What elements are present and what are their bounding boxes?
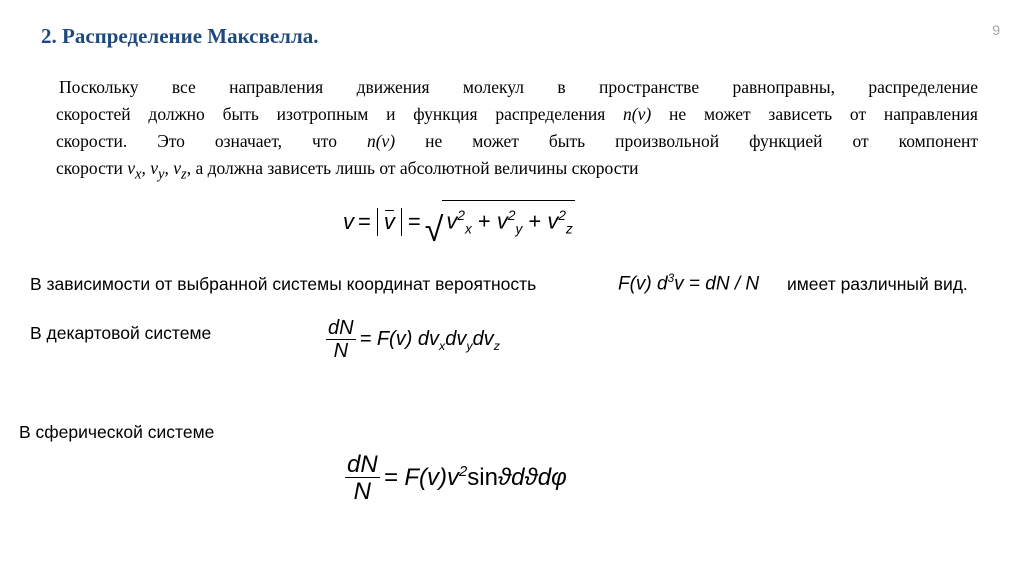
- slide-title: 2. Распределение Максвелла.: [41, 24, 319, 48]
- function-n-v: n(v): [366, 131, 396, 151]
- speed-magnitude-formula: v = v = √ $v^2_x + v^2_y + v^2_z$: [343, 200, 575, 245]
- velocity-vector: v: [383, 209, 395, 235]
- probability-formula: F(v) $d^3v$ = dN / N: [618, 272, 760, 295]
- cartesian-formula: $\frac{dN}{N}$ = F(v) $dv_xdv_ydv_z$: [328, 317, 500, 362]
- spherical-label: В сферической системе: [19, 422, 215, 442]
- function-n-v: n(v): [623, 104, 652, 124]
- probability-text-end: имеет различный вид.: [787, 274, 968, 294]
- intro-line-2: скоростей должно быть изотропным и функция распределения n(v) не может зависеть от направления: [56, 104, 978, 124]
- abs-bar: [377, 208, 378, 236]
- cartesian-label: В декартовой системе: [30, 323, 212, 343]
- intro-line-4: скорости $v_x$, $v_y$, $v_z$, а должна зависеть лишь от абсолютной величины скорости: [56, 158, 639, 183]
- abs-bar: [401, 208, 402, 236]
- intro-paragraph: [56, 74, 978, 189]
- page-number: 9: [992, 22, 1000, 38]
- spherical-formula: $\frac{dN}{N}$ = $F(v)v^2\sin ϑdϑd\varphi$: [347, 451, 567, 506]
- fraction-dn-n: $\frac{dN}{N}$: [347, 451, 378, 506]
- intro-line-1: Поскольку все направления движения молекул в пространстве равноправны, распределение: [59, 77, 978, 97]
- intro-line-3: скорости. Это означает, что n(v) не может быть произвольной функцией от компонент: [56, 131, 978, 151]
- fraction-dn-n: $\frac{dN}{N}$: [328, 317, 354, 362]
- radical-sign: √: [424, 210, 444, 249]
- square-root: √ $v^2_x + v^2_y + v^2_z$: [425, 200, 575, 245]
- probability-text: В зависимости от выбранной системы координат вероятность: [30, 274, 537, 294]
